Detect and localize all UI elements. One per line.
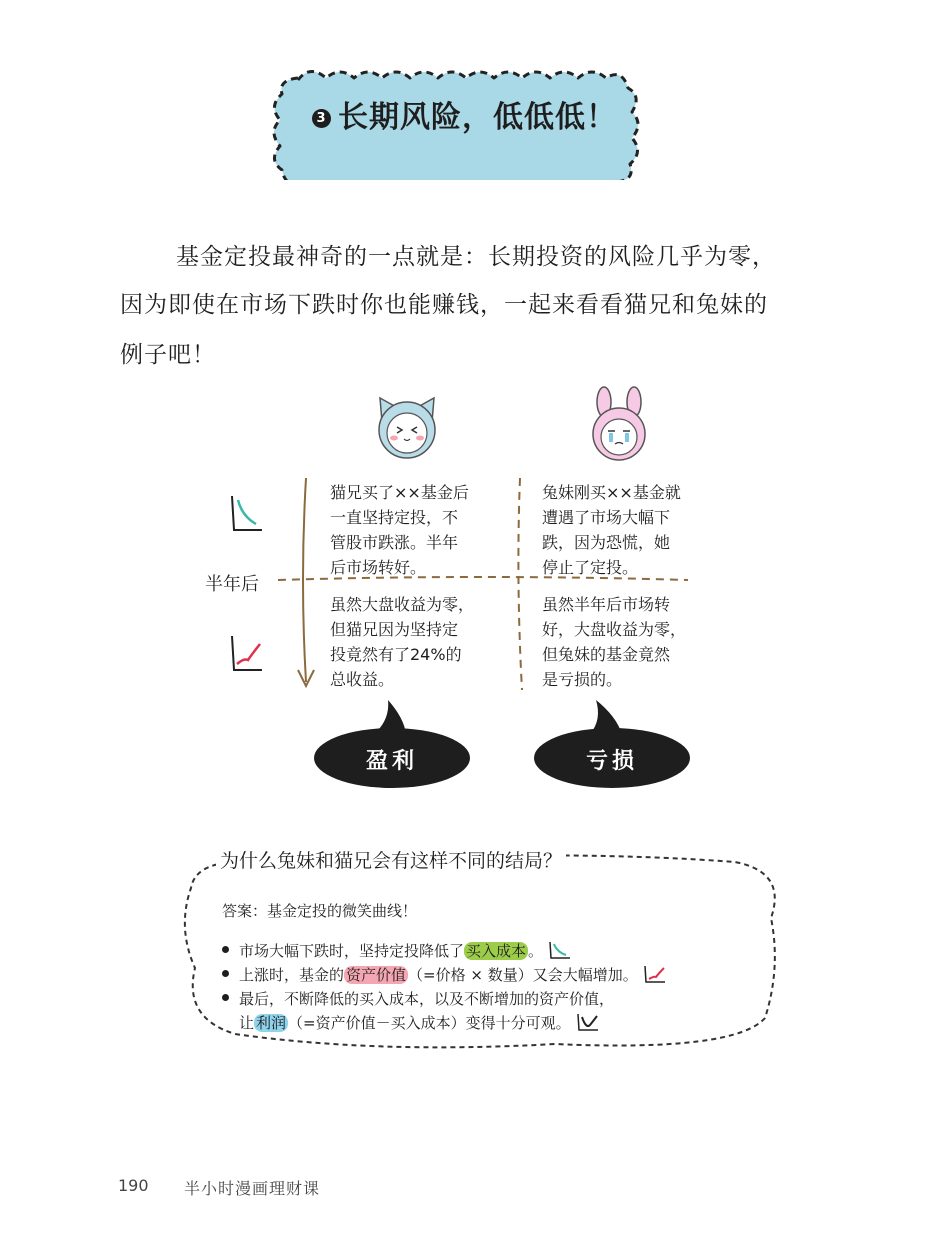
bullet-1-end: 。 [528,942,544,960]
profit-highlight: 利润 [256,1014,287,1032]
up-trend-icon [226,632,266,674]
cat-before-cell [330,480,500,580]
up-trend-mini-icon [641,964,667,984]
bullet-3-text: 让 [239,1014,255,1032]
loss-label: 亏损 [585,749,638,774]
bullet-1-text: 市场大幅下跌时，坚持定投降低了 [239,942,465,960]
bullet-3-end: （=资产价值－买入成本）变得十分可观。 [288,1014,571,1032]
book-title: 半小时漫画理财课 [184,1179,321,1198]
down-trend-mini-icon [546,940,572,960]
intro-line-1: 基金定投最神奇的一点就是：长期投资的风险几乎为零， [176,244,776,270]
cat-before-line: 后市场转好。 [330,558,427,577]
rabbit-avatar-icon [584,386,654,464]
bullet-3-line1: 最后，不断降低的买入成本，以及不断增加的资产价值， [239,990,615,1008]
rabbit-after-line: 虽然半年后市场转 [542,595,671,614]
rabbit-after-line: 好，大盘收益为零， [542,620,687,639]
cat-after-cell [330,592,500,692]
cat-after-line: 虽然大盘收益为零， [330,595,475,614]
cat-before-line: 猫兄买了××基金后 [330,483,469,502]
intro-line-3: 例子吧！ [120,342,216,368]
question-heading: 为什么兔妹和猫兄会有这样不同的结局？ [216,846,566,873]
half-year-label: 半年后 [205,574,259,595]
cat-before-line: 管股市跌涨。半年 [330,533,459,552]
section-number: 3 [312,109,331,128]
cat-after-line: 但猫兄因为坚持定 [330,620,459,639]
rabbit-before-line: 停止了定投。 [542,558,639,577]
rabbit-before-line: 兔妹刚买××基金就 [542,483,681,502]
rabbit-before-line: 遭遇了市场大幅下 [542,508,671,527]
section-title-text: 长期风险，低低低！ [338,100,617,135]
bullet-3 [222,988,614,1010]
profit-label: 盈利 [365,749,418,774]
smile-curve-mini-icon [574,1012,600,1032]
bullet-2 [222,964,667,986]
bullet-2-end: （=价格 × 数量）又会大幅增加。 [408,966,638,984]
rabbit-after-cell [542,592,712,692]
rabbit-before-cell [542,480,712,580]
cat-before-line: 一直坚持定投，不 [330,508,459,527]
intro-line-2: 因为即使在市场下跌时你也能赚钱，一起来看看猫兄和兔妹的 [120,292,768,318]
answer-heading: 答案：基金定投的微笑曲线！ [222,902,418,920]
bullet-dot [222,994,229,1001]
cat-avatar-icon [372,392,442,462]
rabbit-before-line: 跌，因为恐慌，她 [542,533,671,552]
rabbit-after-line: 但兔妹的基金竟然 [542,645,671,664]
section-title [312,92,652,144]
bullet-3-continued [239,1012,600,1034]
bullet-1 [222,940,572,962]
down-trend-icon [226,492,266,534]
bullet-dot [222,946,229,953]
bullet-2-text: 上涨时，基金的 [239,966,345,984]
page-number: 190 [118,1176,149,1195]
cat-after-line: 投竟然有了24%的 [330,645,462,664]
asset-value-highlight: 资产价值 [346,966,407,984]
buy-cost-highlight: 买入成本 [466,942,527,960]
bullet-dot [222,970,229,977]
rabbit-after-line: 是亏损的。 [542,670,623,689]
cat-after-line: 总收益。 [330,670,395,689]
